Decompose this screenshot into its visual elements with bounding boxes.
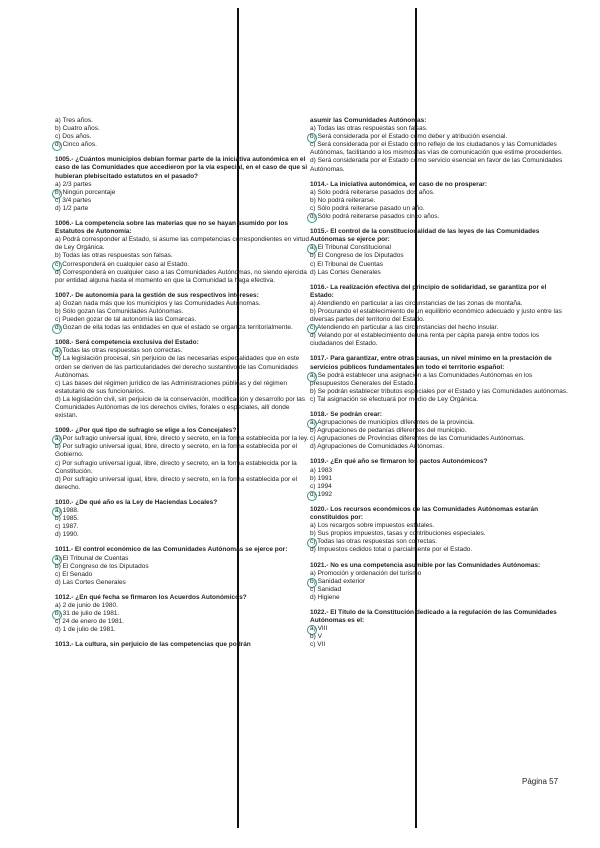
answer-option-selected: d) Cinco años.	[55, 141, 313, 149]
answer-option: b) La legislación procesal, sin perjuicio de las necesarias especialidades que en este orden se deriven de las particularidades del derecho sustantivo de las Comunidades Autónomas.	[55, 355, 300, 379]
answer-option: b) Por sufragio universal igual, libre, directo y secreto, en la forma establecida por el Gobierno.	[55, 443, 298, 459]
question-block	[310, 506, 568, 555]
answer-option: c) Sólo podrá reiterarse pasado un año.	[310, 204, 425, 212]
question-block	[55, 594, 313, 634]
answer-option-selected: b) Será considerada por el Estado como deber y atribución esencial.	[310, 133, 568, 141]
answer-option: a) Los recargos sobre impuestos estatales.	[310, 522, 435, 530]
question-block	[55, 156, 313, 213]
question-block	[55, 117, 313, 149]
question-block	[310, 411, 568, 451]
answer-option-selected: c) Corresponderá en cualquier caso al Estado.	[55, 261, 313, 269]
answer-option-selected: b) Sanidad exterior	[310, 578, 568, 586]
answer-option: a) Sólo podrá reiterarse pasados dos años.	[310, 188, 435, 196]
answer-option: d) 1 de julio de 1981.	[55, 626, 116, 634]
question-title: 1011.- El control económico de las Comunidades Autónomas se ejerce por:	[55, 546, 288, 554]
answer-option: b) Agrupaciones de pedanías diferentes del municipio.	[310, 427, 467, 435]
answer-option: c) 1994	[310, 482, 332, 490]
answer-option: b) Sus propios impuestos, tasas y contribuciones especiales.	[310, 530, 486, 538]
question-block	[55, 220, 313, 285]
answer-option: b) Sólo gozan las Comunidades Autónomas.	[55, 307, 184, 315]
question-title: 1009.- ¿Por qué tipo de sufragio se elige a los Concejales?	[55, 427, 237, 435]
answer-option-selected: a) Se podrá establecer una asignación a las Comunidades Autónomas en los presupuestos Generales del Estado.	[310, 372, 568, 388]
answer-option: c) 3/4 partes	[55, 196, 92, 204]
question-title: 1008.- Será competencia exclusiva del Estado:	[55, 339, 199, 347]
answer-option: a) 2 de junio de 1980.	[55, 601, 118, 609]
answer-option: d) Impuestos cedidos total o parcialmente por el Estado.	[310, 546, 473, 554]
answer-option: d) Las Cortes Generales	[310, 268, 381, 276]
answer-option: c) Será considerada por el Estado como reflejo de los ciudadanos y las Comunidades Autónomas, facilitando a los mismos las vías de comunicación que estime procedentes.	[310, 141, 563, 157]
question-block	[310, 228, 568, 277]
answer-option: a) 1983	[310, 466, 333, 474]
question-block	[310, 117, 568, 174]
answer-option-selected: b) 31 de julio de 1981.	[55, 610, 313, 618]
answer-option: d) Las Cortes Generales	[55, 578, 126, 586]
left-column	[55, 117, 313, 656]
question-title: 1014.- La iniciativa autonómica, en caso de no prosperar:	[310, 180, 488, 188]
answer-option: d) 1/2 parte	[55, 204, 89, 212]
answer-option: a) Podrá corresponder al Estado, si asume las competencias correspondientes en virtud de Ley Orgánica.	[55, 236, 309, 252]
question-title: 1015.- El control de la constitucionalidad de las leyes de las Comunidades Autónomas se ejerce por:	[310, 228, 540, 244]
answer-option: a) Promoción y ordenación del turismo	[310, 569, 422, 577]
answer-option-selected: c) Todas las otras respuestas son correctas.	[310, 538, 568, 546]
question-block	[55, 641, 313, 649]
answer-option: a) Atendiendo en particular a las circunstancias de las zonas de montaña.	[310, 299, 523, 307]
answer-option-selected: d) Sólo podrá reiterarse pasados cinco años.	[310, 213, 568, 221]
answer-option: c) Dos años.	[55, 133, 92, 141]
answer-option: d) Por sufragio universal igual, libre, directo y secreto, en la forma establecida por el derecho.	[55, 475, 298, 491]
answer-option: c) Sanidad	[310, 585, 342, 593]
answer-option-selected: a) El Tribunal de Cuentas	[55, 555, 313, 563]
answer-option-selected: d) Gozan de ella todas las entidades en que el estado se organiza territorialmente.	[55, 324, 313, 332]
question-block	[310, 181, 568, 221]
right-column	[310, 117, 568, 656]
answer-option: a) 2/3 partes	[55, 180, 92, 188]
answer-option: c) VII	[310, 641, 326, 649]
answer-option: c) Pueden gozar de tal autonomía las Comarcas.	[55, 316, 197, 324]
question-block	[55, 427, 313, 492]
answer-option: c) Agrupaciones de Provincias diferentes de las Comunidades Autónomas.	[310, 435, 525, 443]
answer-option: c) El Senado	[55, 570, 93, 578]
answer-option: b) V	[310, 633, 322, 641]
question-title: 1020.- Los recursos económicos de las Comunidades Autónomas estarán constituidos por:	[310, 505, 539, 522]
answer-option-selected: c) Atendiendo en particular a las circunstancias del hecho insular.	[310, 324, 568, 332]
question-title: 1013.- La cultura, sin perjuicio de las competencias que podrán	[55, 641, 251, 649]
question-block	[310, 284, 568, 349]
question-title: 1012.- ¿En qué fecha se firmaron los Acuerdos Autonómicos?	[55, 593, 247, 601]
question-block	[310, 355, 568, 404]
answer-option: c) Tal asignación se efectuará por medio de Ley Orgánica.	[310, 395, 478, 403]
answer-option: a) Gozan nada más que los municipios y las Comunidades Autónomas.	[55, 299, 261, 307]
question-block	[55, 499, 313, 539]
answer-option: b) Se podrán establecer tributos especiales por el Estado y las Comunidades autónomas.	[310, 387, 568, 395]
question-block	[310, 458, 568, 498]
answer-option: b) Cuatro años.	[55, 125, 100, 133]
answer-option: b) 1991	[310, 474, 333, 482]
question-title: 1007.- De autonomía para la gestión de sus respectivos intereses:	[55, 291, 259, 299]
question-title: 1018.- Se podrán crear:	[310, 411, 382, 418]
question-title: 1016.- La realización efectiva del principio de solidaridad, se garantiza por el Estado:	[310, 283, 547, 299]
answer-option-selected: a) Por sufragio universal igual, libre, directo y secreto, en la forma establecida por la ley.	[55, 435, 313, 443]
answer-option-selected: a) 1988.	[55, 507, 313, 515]
answer-option-selected: a) VIII	[310, 625, 568, 633]
question-block	[55, 339, 313, 420]
question-title: 1017.- Para garantizar, entre otras causas, un nivel mínimo en la prestación de servicios públicos fundamentales en todo el territorio español:	[310, 355, 552, 371]
question-block	[55, 292, 313, 332]
answer-option: b) El Congreso de los Diputados	[310, 252, 404, 260]
answer-option: c) El Tribunal de Cuentas	[310, 260, 383, 268]
answer-option-selected: a) Agrupaciones de municipios diferentes de la provincia.	[310, 419, 568, 427]
answer-option: a) Tres años.	[55, 117, 93, 124]
answer-option: d) 1990.	[55, 531, 79, 539]
answer-option-selected: d) 1992	[310, 491, 568, 499]
answer-option: b) El Congreso de los Diputados	[55, 562, 149, 570]
answer-option-selected: b) Ningún porcentaje	[55, 189, 313, 197]
question-title: 1019.- ¿En qué año se firmaron los pactos Autonómicos?	[310, 458, 488, 466]
question-title: 1022.- El Título de la Constitución dedicado a la regulación de las Comunidades Autónomas es el:	[310, 608, 557, 625]
question-title: asumir las Comunidades Autónomas:	[310, 117, 427, 124]
answer-option: c) Las bases del régimen jurídico de las Administraciones públicas y del régimen estatutario de sus funcionarios.	[55, 379, 287, 395]
answer-option-selected: a) El Tribunal Constitucional	[310, 244, 568, 252]
answer-option: d) Corresponderá en cualquier caso a las Comunidades Autónomas, no siendo ejercida por entidad alguna hasta el momento en que la Comunidad la haga efectiva.	[55, 268, 307, 284]
page-number: Página 57	[522, 777, 559, 786]
answer-option-selected: a) Todas las otras respuestas son correctas.	[55, 347, 313, 355]
answer-option: d) Velando por el establecimiento de una renta per cápita pareja entre todos los ciudadanos del Estado.	[310, 332, 540, 348]
question-block	[310, 562, 568, 602]
question-title: 1010.- ¿De qué año es la Ley de Haciendas Locales?	[55, 498, 218, 506]
answer-option: d) Agrupaciones de Comunidades Autónomas.	[310, 443, 445, 451]
answer-option: b) 1985.	[55, 515, 79, 523]
answer-option: a) Todas las otras respuestas son falsas.	[310, 125, 428, 133]
answer-option: b) No podrá reiterarse.	[310, 196, 376, 204]
answer-option: d) La legislación civil, sin perjuicio de la conservación, modificación y desarrollo por las Comunidades Autónomas de los derechos civiles, forales o especiales, allí donde existan.	[55, 395, 306, 420]
answer-option: c) Por sufragio universal igual, libre, directo y secreto, en la forma establecida por la Constitución.	[55, 459, 297, 475]
question-title: 1021.- No es una competencia asumible por las Comunidades Autónomas:	[310, 561, 541, 569]
answer-option: b) Procurando el establecimiento de un equilibrio económico adecuado y justo entre las diversas partes del territorio del Estado.	[310, 307, 562, 324]
answer-option: b) Todas las otras respuestas son falsas.	[55, 252, 173, 260]
question-block	[310, 609, 568, 649]
answer-option: d) Higiene	[310, 593, 340, 601]
question-title: 1005.- ¿Cuántos municipios debían formar parte de la iniciativa autonómica en el caso de las Comunidades que accedieron por la vía especial, en el caso de que si hubieran plebiscitado estatutos en el pasado?	[55, 156, 308, 180]
question-block	[55, 546, 313, 586]
answer-option: c) 24 de enero de 1981.	[55, 618, 125, 626]
answer-option: d) Será considerada por el Estado como servicio esencial en favor de las Comunidades Autónomas.	[310, 157, 563, 173]
question-title: 1006.- La competencia sobre las materias que no se hayan asumido por los Estatutos de Autonomía:	[55, 220, 289, 236]
answer-option: c) 1987.	[55, 523, 79, 531]
